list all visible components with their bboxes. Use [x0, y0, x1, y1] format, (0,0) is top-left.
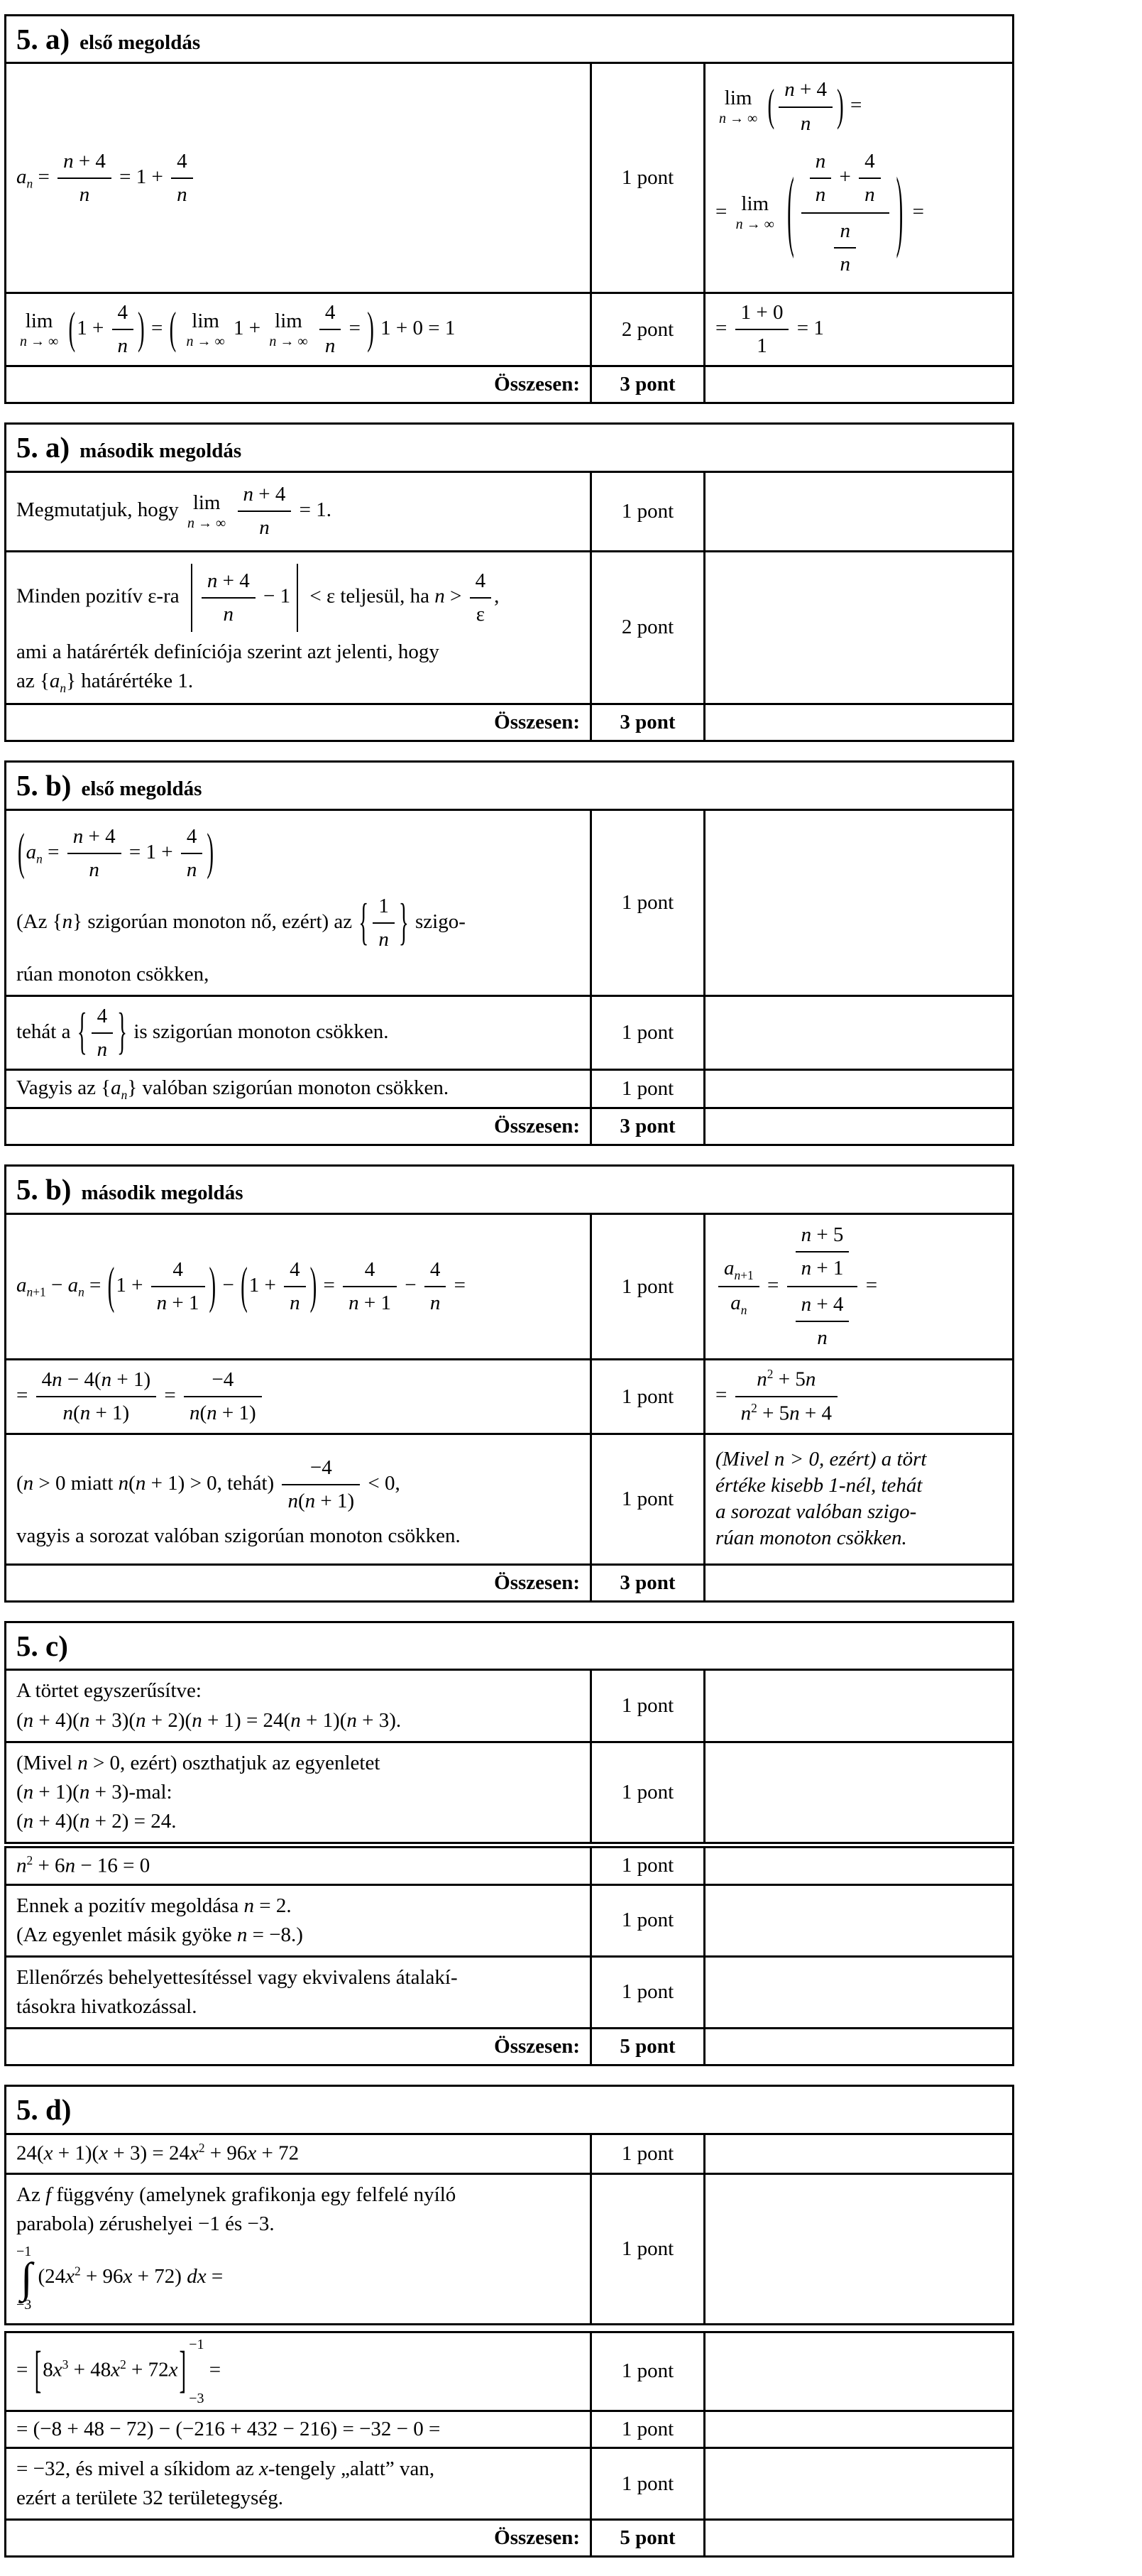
solution-content-cell: = $\frac{4n - 4(n + 1)}{n(n + 1)}$ = $\frac{-4}{n(n + 1)}$	[6, 1360, 591, 1434]
solution-content-cell: Ennek a pozitív megoldása n = 2. (Az egyenlet másik gyöke n = −8.)	[6, 1884, 591, 1956]
total-points-cell: 3 pont	[591, 1564, 705, 1601]
note-cell	[705, 2448, 1014, 2520]
total-row	[6, 704, 1014, 741]
note-cell	[705, 2332, 1014, 2411]
solution-row	[6, 2173, 1014, 2324]
points-cell: 1 pont	[591, 1884, 705, 1956]
points-cell: 1 pont	[591, 1434, 705, 1564]
solution-content-cell: = (−8 + 48 − 72) − (−216 + 432 − 216) = −32 − 0 =	[6, 2411, 591, 2447]
solution-row	[6, 2411, 1014, 2447]
points-cell: 1 pont	[591, 1670, 705, 1742]
points-cell: 1 pont	[591, 1213, 705, 1359]
total-label-cell: Összesen:	[6, 2029, 591, 2065]
table-5b-solution1	[4, 760, 1014, 1146]
total-label-cell: Összesen:	[6, 366, 591, 403]
section-header-row	[6, 424, 1014, 471]
note-cell: = $\frac{1 + 0}{1}$ = 1	[705, 293, 1014, 366]
solution-row	[6, 2448, 1014, 2520]
solution-row	[6, 809, 1014, 996]
points-cell: 1 pont	[591, 2411, 705, 2447]
section-header-cell	[6, 1622, 1014, 1669]
solution-content-cell: $a_n$ = $\frac{n + 4}{n}$ = 1 + $\frac{4}{n}$	[6, 63, 591, 293]
total-row	[6, 2029, 1014, 2065]
total-row	[6, 366, 1014, 403]
points-cell: 1 pont	[591, 1360, 705, 1434]
note-cell	[705, 1956, 1014, 2028]
points-cell: 2 pont	[591, 293, 705, 366]
table-5b-solution2	[4, 1164, 1014, 1603]
section-header-row	[6, 762, 1014, 809]
solution-variant-label: második megoldás	[81, 1181, 243, 1205]
note-cell	[705, 471, 1014, 551]
table-5a-solution2	[4, 422, 1014, 742]
solution-content-cell: tehát a { $\frac{4}{n}$ } is szigorúan monoton csökken.	[6, 996, 591, 1070]
points-cell: 1 pont	[591, 2173, 705, 2324]
solution-row	[6, 2332, 1014, 2411]
note-cell: lim n → ∞ ( $\frac{n + 4}{n}$ ) = = lim n → ∞ ( $\frac{n}{n}$ + $\frac{4}{n}$ $\frac{n}{n}$ ) =	[705, 63, 1014, 293]
total-row	[6, 1108, 1014, 1145]
points-cell: 1 pont	[591, 63, 705, 293]
solution-row	[6, 1213, 1014, 1359]
solution-row	[6, 63, 1014, 293]
solution-row	[6, 293, 1014, 366]
solution-row	[6, 1845, 1014, 1884]
solution-row	[6, 471, 1014, 551]
solution-row	[6, 1360, 1014, 1434]
total-points-cell: 3 pont	[591, 704, 705, 741]
total-note-cell	[705, 366, 1014, 403]
total-label-cell: Összesen:	[6, 1564, 591, 1601]
total-points-cell: 3 pont	[591, 1108, 705, 1145]
solution-content-cell: $n^2 + 6n - 16 = 0$	[6, 1845, 591, 1884]
total-label-cell: Összesen:	[6, 1108, 591, 1145]
total-points-cell: 3 pont	[591, 366, 705, 403]
total-note-cell	[705, 2029, 1014, 2065]
table-5d-part2	[4, 2331, 1014, 2558]
solution-content-cell: Megmutatjuk, hogy lim n → ∞ $\frac{n + 4}{n}$ = 1.	[6, 471, 591, 551]
solution-content-cell: A törtet egyszerűsítve: (n + 4)(n + 3)(n + 2)(n + 1) = 24(n + 1)(n + 3).	[6, 1670, 591, 1742]
note-cell	[705, 1070, 1014, 1108]
solution-content-cell: (Mivel n > 0, ezért) oszthatjuk az egyenletet (n + 1)(n + 3)-mal: (n + 4)(n + 2) = 24.	[6, 1742, 591, 1845]
solution-row	[6, 551, 1014, 704]
section-header-row	[6, 2086, 1014, 2134]
problem-number: 5. a)	[16, 431, 70, 464]
total-points-cell: 5 pont	[591, 2029, 705, 2065]
total-note-cell	[705, 1108, 1014, 1145]
points-cell: 1 pont	[591, 1956, 705, 2028]
section-header-row	[6, 1166, 1014, 1213]
note-cell	[705, 2173, 1014, 2324]
section-header-cell	[6, 424, 1014, 471]
problem-number: 5. c)	[16, 1629, 68, 1662]
total-row	[6, 2520, 1014, 2557]
total-row	[6, 1564, 1014, 1601]
solution-row	[6, 1742, 1014, 1845]
problem-number: 5. a)	[16, 23, 70, 55]
solution-content-cell: lim n → ∞ (1 + $\frac{4}{n}$ ) = ( lim n → ∞ 1 + lim n → ∞ $\frac{4}{n}$ = ) 1 + 0 = 1	[6, 293, 591, 366]
solution-row	[6, 1434, 1014, 1564]
solution-row	[6, 996, 1014, 1070]
points-cell: 1 pont	[591, 2448, 705, 2520]
solution-content-cell: ($a_n$ = $\frac{n + 4}{n}$ = 1 + $\frac{4}{n}$ ) (Az {n} szigorúan monoton nő, ezért) az { $\frac{1}{n}$ } szigo- rúan monoton csökken,	[6, 809, 591, 996]
section-header-row	[6, 1622, 1014, 1669]
table-5c	[4, 1621, 1014, 2066]
solution-content-cell: = $[8x^3 + 48x^2 + 72x]$ −1 −3 =	[6, 2332, 591, 2411]
note-cell	[705, 1670, 1014, 1742]
section-header-cell	[6, 16, 1014, 63]
solution-content-cell: Ellenőrzés behelyettesítéssel vagy ekvivalens átalakí- tásokra hivatkozással.	[6, 1956, 591, 2028]
solution-content-cell: (n > 0 miatt n(n + 1) > 0, tehát) $\frac{-4}{n(n + 1)}$ < 0, vagyis a sorozat valóban szigorúan monoton csökken.	[6, 1434, 591, 1564]
points-cell: 1 pont	[591, 809, 705, 996]
points-cell: 1 pont	[591, 1845, 705, 1884]
note-cell	[705, 809, 1014, 996]
solution-variant-label: második megoldás	[79, 440, 242, 463]
table-5a-solution1	[4, 14, 1014, 404]
solution-content-cell: Az f függvény (amelynek grafikonja egy felfelé nyíló parabola) zérushelyei −1 és −3. −1 ∫ −3 $(24x^2 + 96x + 72)$ dx =	[6, 2173, 591, 2324]
solution-variant-label: első megoldás	[79, 31, 201, 54]
note-cell	[705, 1742, 1014, 1845]
section-header-cell	[6, 762, 1014, 809]
solution-row	[6, 1956, 1014, 2028]
note-cell	[705, 1884, 1014, 1956]
problem-number: 5. b)	[16, 769, 72, 802]
total-note-cell	[705, 2520, 1014, 2557]
points-cell: 1 pont	[591, 2332, 705, 2411]
note-cell	[705, 2134, 1014, 2173]
points-cell: 1 pont	[591, 996, 705, 1070]
problem-number: 5. b)	[16, 1173, 72, 1206]
note-cell	[705, 1845, 1014, 1884]
note-cell: = $\frac{n^2 + 5n}{n^2 + 5n + 4}$	[705, 1360, 1014, 1434]
points-cell: 1 pont	[591, 2134, 705, 2173]
solution-content-cell: $24(x + 1)(x + 3) = 24x^2 + 96x + 72$	[6, 2134, 591, 2173]
section-header-cell	[6, 1166, 1014, 1213]
solution-row	[6, 1070, 1014, 1108]
total-note-cell	[705, 704, 1014, 741]
solution-row	[6, 1884, 1014, 1956]
note-cell	[705, 551, 1014, 704]
total-points-cell: 5 pont	[591, 2520, 705, 2557]
solution-row	[6, 1670, 1014, 1742]
points-cell: 1 pont	[591, 1742, 705, 1845]
points-cell: 2 pont	[591, 551, 705, 704]
solution-content-cell: Minden pozitív ε-ra $\frac{n + 4}{n}$ − 1 < ε teljesül, ha n > $\frac{4}{\varepsilon}$ , ami a határérték definíciója szerint azt jelenti, hogy az $\{a_n\}$ határértéke 1.	[6, 551, 591, 704]
total-label-cell: Összesen:	[6, 704, 591, 741]
problem-number: 5. d)	[16, 2093, 72, 2127]
total-label-cell: Összesen:	[6, 2520, 591, 2557]
points-cell: 1 pont	[591, 1070, 705, 1108]
note-cell	[705, 2411, 1014, 2447]
solution-content-cell: = −32, és mivel a síkidom az x-tengely „alatt” van, ezért a területe 32 területegység.	[6, 2448, 591, 2520]
table-5d-part1	[4, 2085, 1014, 2325]
section-header-cell	[6, 2086, 1014, 2134]
solution-content-cell: Vagyis az $\{a_n\}$ valóban szigorúan monoton csökken.	[6, 1070, 591, 1108]
solution-variant-label: első megoldás	[81, 777, 202, 801]
points-cell: 1 pont	[591, 471, 705, 551]
note-cell: (Mivel n > 0, ezért) a tört értéke kisebb 1-nél, tehát a sorozat valóban szigo- rúan monoton csökken.	[705, 1434, 1014, 1564]
note-cell: $\frac{a_{n+1}}{a_n}$ = $\frac{\frac{n + 5}{n + 1}}{\frac{n + 4}{n}}$ =	[705, 1213, 1014, 1359]
total-note-cell	[705, 1564, 1014, 1601]
solution-row	[6, 2134, 1014, 2173]
solution-content-cell: $a_{n+1} - a_n = (1$ + $\frac{4}{n + 1}$ ) − (1 + $\frac{4}{n}$ ) = $\frac{4}{n + 1}$ − $\frac{4}{n}$ =	[6, 1213, 591, 1359]
section-header-row	[6, 16, 1014, 63]
note-cell	[705, 996, 1014, 1070]
